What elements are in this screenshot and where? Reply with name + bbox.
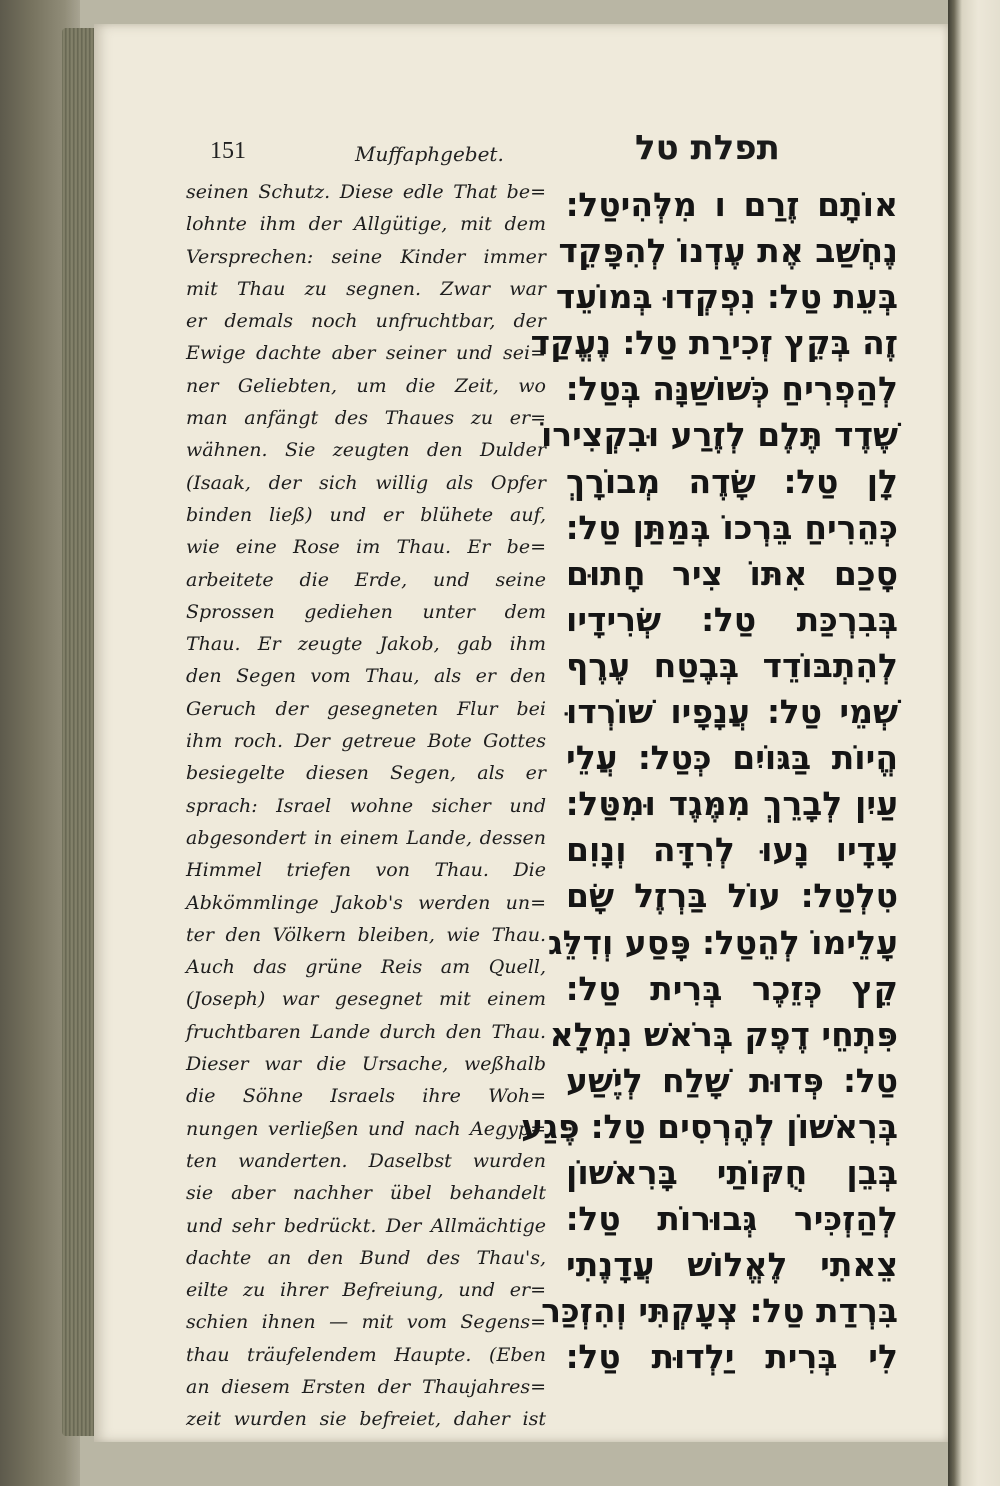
- hebrew-text-line: שְׁמֵי טַל׃ עֲנָפָיו שׁוֹרְדוּ: [566, 692, 898, 732]
- german-text-line: schien ihnen — mit vom Segens=: [186, 1311, 546, 1334]
- german-text-line: fruchtbaren Lande durch den Thau.: [186, 1020, 546, 1043]
- hebrew-text-line: הֱיוֹת בַּגּוֹיִם כְּטַל׃ עֲלֵי: [566, 738, 898, 778]
- german-text-line: Versprechen: seine Kinder immer: [186, 245, 546, 268]
- hebrew-text-line: סָכַם אִתּוֹ צִיר חָתוּם: [566, 553, 898, 593]
- german-text-line: den Segen vom Thau, als er den: [186, 665, 546, 688]
- hebrew-text-line: עָלֵימוֹ לְהֵטַל׃ פָּסַע וְדִלֵּג: [547, 922, 898, 962]
- german-text-line: wähnen. Sie zeugten den Dulder: [186, 439, 546, 462]
- german-text-line: dachte an den Bund des Thau's,: [186, 1246, 546, 1269]
- hebrew-text-line: לָן טַל׃ שָׂדֶה מְבוֹרָךְ: [566, 461, 898, 501]
- hebrew-text-line: בְּרִאשׁוֹן לְהֶרְסִים טַל׃ פֶּגַע: [521, 1106, 898, 1146]
- hebrew-text-line: זֶה בְּקֵץ זְכִירַת טַל׃ נֶעֱקַד: [530, 323, 898, 363]
- german-text-line: thau träufelendem Haupte. (Eben: [186, 1343, 546, 1366]
- hebrew-text-line: בִּרְדַת טַל׃ צְעָקְתִּי וְהִזְכַּר: [541, 1291, 898, 1331]
- german-text-line: sprach: Israel wohne sicher und: [186, 794, 546, 817]
- german-text-line: besiegelte diesen Segen, als er: [186, 762, 546, 785]
- hebrew-text-line: בְּבֵן חֻקּוֹתַי בָּרִאשׁוֹן: [566, 1152, 898, 1192]
- hebrew-text-line: כְּהֵרִיחַ בֵּרְכוֹ בְּמַתַּן טַל׃: [566, 507, 898, 547]
- german-text-line: lohnte ihm der Allgütige, mit dem: [186, 213, 546, 236]
- german-text-line: und sehr bedrückt. Der Allmächtige: [186, 1214, 546, 1237]
- german-text-line: zeit wurden sie befreiet, daher ist: [186, 1408, 546, 1431]
- hebrew-text-line: שֶׁדֶד תֶּלֶם לְזֶרַע וּבִקְצִירוֹ: [540, 415, 898, 455]
- german-column: [186, 176, 546, 1436]
- german-text-line: Himmel triefen von Thau. Die: [186, 859, 546, 882]
- hebrew-title: תפלת טל: [635, 128, 780, 168]
- german-text-line: Geruch der gesegneten Flur bei: [186, 697, 546, 720]
- german-text-line: er demals noch unfruchtbar, der: [186, 310, 546, 333]
- german-text-line: an diesem Ersten der Thaujahres=: [186, 1375, 546, 1398]
- german-text-line: nungen verließen und nach Aegyp=: [186, 1117, 546, 1140]
- next-page-edge: [948, 0, 1000, 1486]
- hebrew-text-line: לִי בְּרִית יַלְדוּת טַל׃: [566, 1337, 898, 1377]
- page-edges: [62, 28, 94, 1436]
- german-text-line: arbeitete die Erde, und seine: [186, 568, 546, 591]
- hebrew-text-line: לְהַפְרִיחַ כְּשׁוֹשַׁנָּה בְּטַל׃: [565, 369, 898, 409]
- german-text-line: wie eine Rose im Thau. Er be=: [186, 536, 546, 559]
- german-text-line: Abkömmlinge Jakob's werden un=: [186, 891, 546, 914]
- german-text-line: (Joseph) war gesegnet mit einem: [186, 988, 546, 1011]
- german-text-line: man anfängt des Thaues zu er=: [186, 407, 546, 430]
- hebrew-text-line: לְהִתְבּוֹדֵד בְּבֶטַח עֶרֶף: [566, 645, 898, 685]
- hebrew-text-line: עַיִן לְבָרֵךְ מִמֶּגֶד וּמִטַּל׃: [566, 784, 898, 824]
- german-text-line: sie aber nachher übel behandelt: [186, 1182, 546, 1205]
- german-text-line: ihm roch. Der getreue Bote Gottes: [186, 730, 546, 753]
- german-text-line: Auch das grüne Reis am Quell,: [186, 956, 546, 979]
- hebrew-column: [521, 182, 898, 1380]
- hebrew-text-line: קֵץ כְּזֵכֶר בְּרִית טַל׃: [566, 968, 898, 1008]
- german-text-line: ner Geliebten, um die Zeit, wo: [186, 374, 546, 397]
- running-title: Muffaphgebet.: [355, 142, 504, 166]
- german-text-line: abgesondert in einem Lande, dessen: [186, 826, 546, 849]
- german-text-line: Thau. Er zeugte Jakob, gab ihm: [186, 633, 546, 656]
- hebrew-text-line: עָדָיו נָעוּ לְרִדָּה וְנָוִם: [566, 830, 898, 870]
- hebrew-text-line: טִלְטַל׃ עוֹל בַּרְזֶל שָׂם: [566, 876, 898, 916]
- hebrew-text-line: טַל׃ פְּדוּת שָׁלַח לְיֶשַׁע: [566, 1060, 898, 1100]
- german-text-line: binden ließ) und er blühete auf,: [186, 503, 546, 526]
- hebrew-text-line: לְהַזְכִּיר גְּבוּרוֹת טַל׃: [566, 1199, 898, 1239]
- german-text-line: seinen Schutz. Diese edle That be=: [186, 181, 546, 203]
- german-text-line: ter den Völkern bleiben, wie Thau.: [186, 923, 546, 946]
- hebrew-text-line: צֵאתִי לֶאֱלוֹשׁ עֲדָנֶתִי: [566, 1245, 898, 1285]
- hebrew-text-line: בְּבִרְכַּת טַל׃ שְׂרִידָיו: [566, 599, 898, 639]
- german-text-line: (Isaak, der sich willig als Opfer: [186, 471, 546, 494]
- german-text-line: mit Thau zu segnen. Zwar war: [186, 277, 546, 300]
- german-text-line: ten wanderten. Daselbst wurden: [186, 1149, 546, 1172]
- hebrew-text-line: נֶחְשַׁב אֶת עֶדְנוֹ לְהִפָּקֵד: [558, 231, 898, 271]
- german-text-line: Sprossen gediehen unter dem: [186, 600, 546, 623]
- hebrew-text-line: אוֹתָם זֶרַם ו מִלְּהִיטַל׃: [566, 185, 898, 224]
- page-number: 151: [210, 138, 246, 164]
- german-text-line: eilte zu ihrer Befreiung, und er=: [186, 1279, 546, 1302]
- german-text-line: Dieser war die Ursache, weßhalb: [186, 1053, 546, 1076]
- hebrew-text-line: בְּעֵת טַל׃ נִפְקְדוּ בְּמוֹעֵד: [555, 277, 898, 317]
- hebrew-text-line: פִּתְחֵי דֶפֶק בְּרֹאשׁ נִמְלָא: [549, 1014, 898, 1054]
- german-text-line: Ewige dachte aber seiner und sei=: [186, 342, 546, 365]
- german-text-line: die Söhne Israels ihre Woh=: [186, 1085, 546, 1108]
